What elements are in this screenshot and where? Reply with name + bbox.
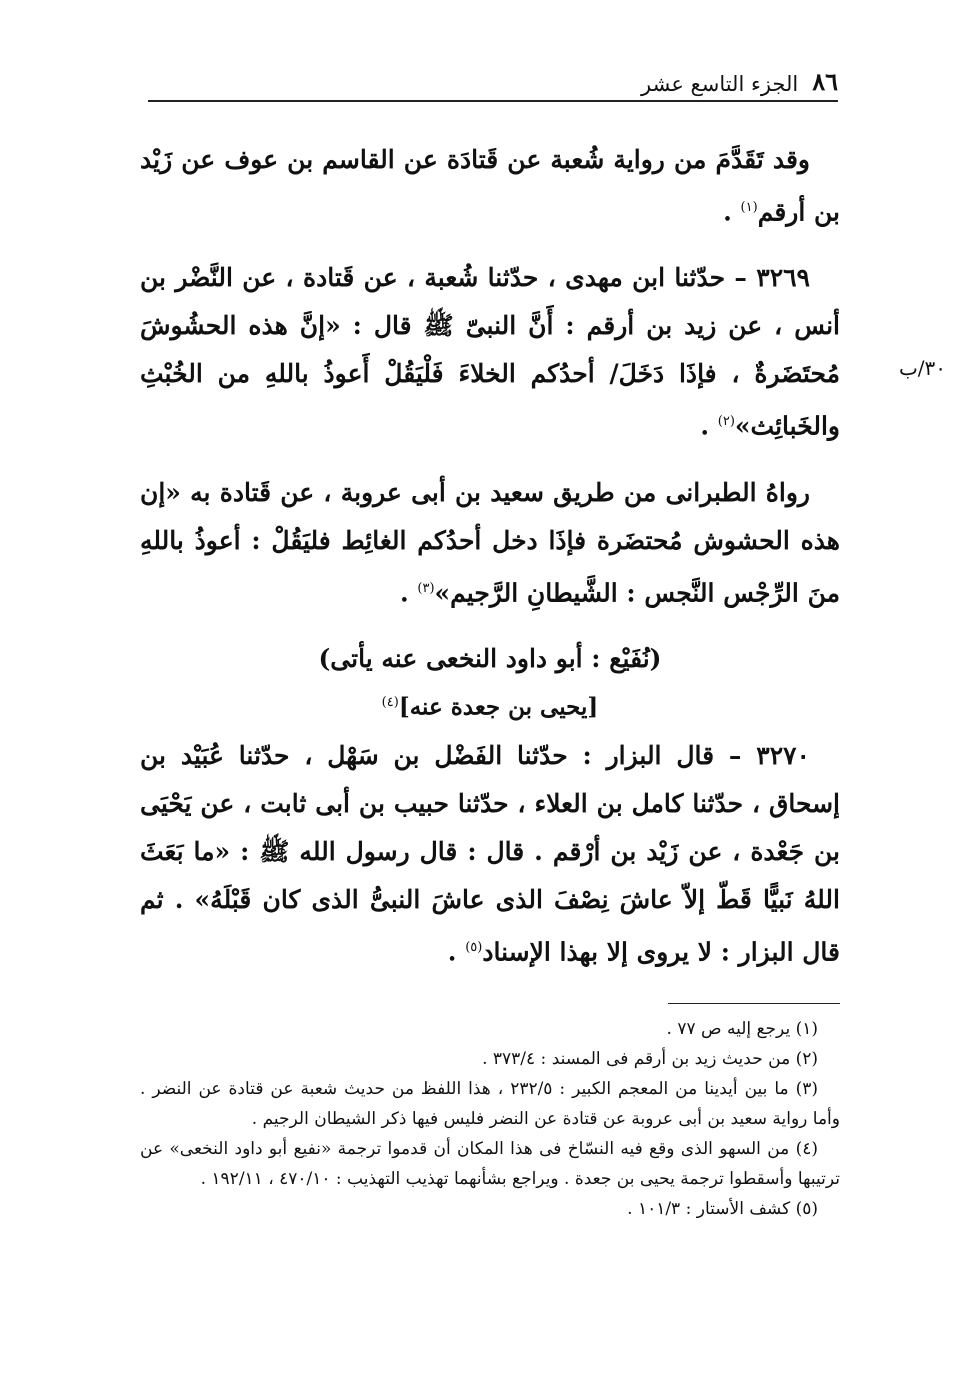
hadith-3270-text: – قال البزار : حدّثنا الفَضْل بن سَهْل ، حدّثنا عُبَيْد بن إسحاق ، حدّثنا كامل بن العلاء ، حدّثنا حبيب بن أبى ثابت ، عن يَحْيَى بن جَعْدة ، عن زَيْد بن أرْقم . قال : قال رسول الله ﷺ : «ما بَعَثَ اللهُ نَبيًّا قَطّ إلاّ عاشَ نِصْفَ الذى عاشَ النبىُّ الذى كان قَبْلَهُ» . ثم قال البزار : لا يروى إلا بهذا الإسناد — [140, 740, 840, 966]
intro-paragraph: وقد تَقَدَّمَ من رواية شُعبة عن قَتادَة عن القاسم بن عوف عن زَيْد بن أرقم$^{(١)}$ . — [140, 145, 840, 227]
footnote-2: (٢) من حديث زيد بن أرقم فى المسند : ٣٧٣/٤ . — [482, 1049, 818, 1069]
footnote-ref-1: (١) — [740, 200, 758, 215]
main-text — [140, 136, 840, 994]
footnote-ref-4: (٤) — [381, 694, 399, 710]
hadith-3269: ٣٢٦٩ – حدّثنا ابن مهدى ، حدّثنا شُعبة ، عن قَتادة ، عن النَّضْر بن أنس ، عن زيد بن أرقم : أَنَّ النبىّ ﷺ قال : «إنَّ هذه الحشُوشَ مُحتَضَرةٌ ، فإذَا دَخَلَ/ أحدُكم الخلاءَ فَلْيَقُلْ أَعوذُ باللهِ من الخُبْثِ والخَبائِث»$^{(٢)}$ . — [140, 263, 840, 441]
footnote-3: (٣) ما بين أيدينا من المعجم الكبير : ٢٣٢/٥ ، هذا اللفظ من حديث شعبة عن قتادة عن النضر . وأما رواية سعيد بن أبى عروبة عن قتادة عن النضر فليس فيها ذكر الشيطان الرجيم . — [140, 1079, 840, 1129]
hadith-number-3270: ٣٢٧٠ — [756, 740, 810, 770]
tabarani-paragraph: رواهُ الطبرانى من طريق سعيد بن أبى عروبة ، عن قَتادة به «إن هذه الحشوش مُحتضَرة فإذَا دخل أحدُكم الغائِط فليَقُلْ : أعوذُ باللهِ منَ الرِّجْس النَّجس : الشَّيطانِ الرَّجيم»$^{(٣)}$ . — [140, 477, 840, 607]
hadith-number-3269: ٣٢٦٩ — [756, 263, 810, 293]
footnote-ref-3: (٣) — [417, 580, 435, 596]
page-number: ٨٦ — [812, 67, 838, 96]
part-title: الجزء التاسع عشر — [641, 72, 799, 96]
section-heading-nufay: (نُفَيْع : أبو داود النخعى عنه يأتى) — [318, 643, 662, 673]
footnote-4: (٤) من السهو الذى وقع فيه النسّاخ فى هذا المكان أن قدموا ترجمة «نفيع أبو داود النخعى» عن ترتيبها وأسقطوا ترجمة يحيى بن جعدة . ويراجع بشأنهما تهذيب التهذيب : ٤٧٠/١٠ ، ١٩٢/١١ . — [140, 1139, 840, 1189]
footnote-5: (٥) كشف الأستار : ١٠١/٣ . — [627, 1199, 818, 1219]
footnote-1: (١) يرجع إليه ص ٧٧ . — [666, 1019, 818, 1039]
footnotes — [140, 1014, 840, 1224]
intro-text: وقد تَقَدَّمَ من رواية شُعبة عن قَتادَة عن القاسم بن عوف عن زَيْد بن أرقم — [140, 145, 840, 227]
page-header — [148, 58, 838, 102]
tabarani-text: رواهُ الطبرانى من طريق سعيد بن أبى عروبة ، عن قَتادة به «إن هذه الحشوش مُحتضَرة فإذَا دخل أحدُكم الغائِط فليَقُلْ : أعوذُ باللهِ منَ الرِّجْس النَّجس : الشَّيطانِ الرَّجيم» — [140, 477, 840, 607]
section-heading-yahya — [140, 683, 840, 728]
hadith-3269-text: – حدّثنا ابن مهدى ، حدّثنا شُعبة ، عن قَتادة ، عن النَّضْر بن أنس ، عن زيد بن أرقم : أَنَّ النبىّ ﷺ قال : «إنَّ هذه الحشُوشَ مُحتَضَرةٌ ، فإذَا دَخَلَ/ أحدُكم الخلاءَ فَلْيَقُلْ أَعوذُ باللهِ من الخُبْثِ والخَبائِث» — [140, 263, 840, 441]
footnote-ref-2: (٢) — [717, 414, 735, 430]
section-heading-yahya-text: [يحيى بن جعدة عنه] — [398, 693, 599, 721]
manuscript-folio-note: ٣٠/ب — [898, 356, 946, 380]
footnote-ref-5: (٥) — [465, 939, 483, 955]
hadith-3270: ٣٢٧٠ – قال البزار : حدّثنا الفَضْل بن سَهْل ، حدّثنا عُبَيْد بن إسحاق ، حدّثنا كامل بن العلاء ، حدّثنا حبيب بن أبى ثابت ، عن يَحْيَى بن جَعْدة ، عن زَيْد بن أرْقم . قال : قال رسول الله ﷺ : «ما بَعَثَ اللهُ نَبيًّا قَطّ إلاّ عاشَ نِصْفَ الذى عاشَ النبىُّ الذى كان قَبْلَهُ» . ثم قال البزار : لا يروى إلا بهذا الإسناد$^{(٥)}$ . — [140, 740, 840, 966]
footnote-divider — [668, 1003, 840, 1004]
